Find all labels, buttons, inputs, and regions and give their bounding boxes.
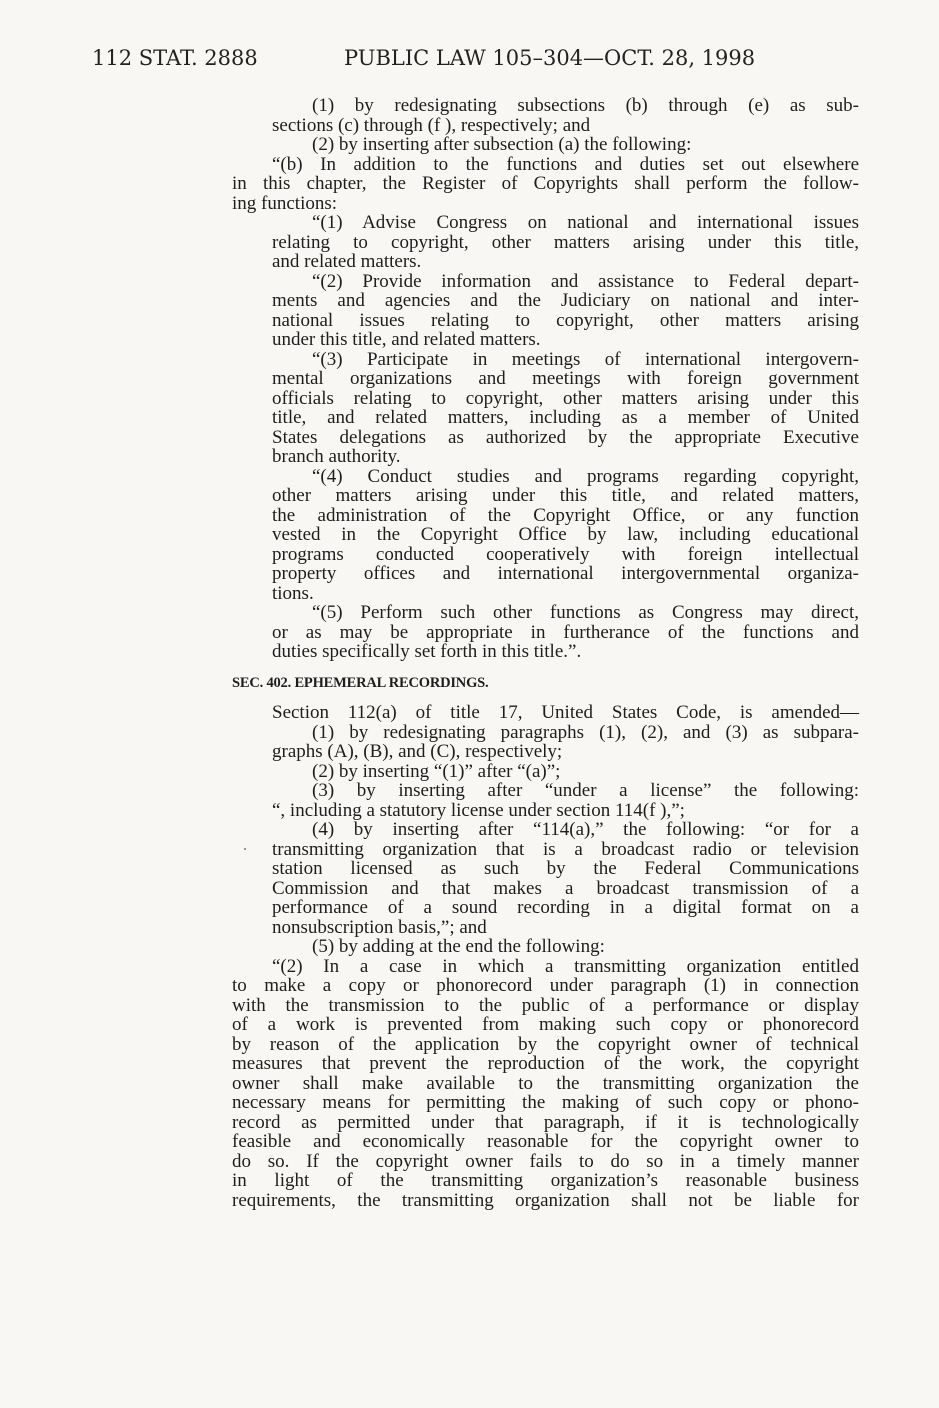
text-line: relating to copyright, other matters arising under this title, <box>272 231 859 253</box>
text-line: (2) by inserting after subsection (a) the following: <box>312 134 692 155</box>
section-heading: SEC. 402. EPHEMERAL RECORDINGS. <box>232 674 489 691</box>
text-line: or as may be appropriate in furtherance of the functions and <box>272 621 859 643</box>
text-line: “(b) In addition to the functions and duties set out elsewhere <box>272 153 859 175</box>
text-line: under this title, and related matters. <box>272 329 541 350</box>
text-line: transmitting organization that is a broadcast radio or television <box>272 838 859 860</box>
text-line: requirements, the transmitting organization shall not be liable for <box>232 1189 859 1211</box>
text-line: States delegations as authorized by the appropriate Executive <box>272 426 859 448</box>
text-line: and related matters. <box>272 251 422 272</box>
text-line: (5) by adding at the end the following: <box>312 936 605 957</box>
text-line: “(2) In a case in which a transmitting organization entitled <box>272 955 859 977</box>
text-line: (1) by redesignating subsections (b) through (e) as sub- <box>312 95 859 116</box>
text-line: national issues relating to copyright, other matters arising <box>272 309 859 331</box>
text-line: vested in the Copyright Office by law, including educational <box>272 524 859 545</box>
text-line: necessary means for permitting the making of such copy or phono- <box>232 1092 859 1113</box>
text-line: in this chapter, the Register of Copyrights shall perform the follow- <box>232 173 859 194</box>
text-line: branch authority. <box>272 446 401 467</box>
text-line: title, and related matters, including as a member of United <box>272 407 859 428</box>
text-line: ing functions: <box>232 192 338 214</box>
text-line: “, including a statutory license under section 114(f ),”; <box>272 799 685 821</box>
text-line: “(4) Conduct studies and programs regarding copyright, <box>312 465 859 487</box>
text-line: of a work is prevented from making such copy or phonorecord <box>232 1014 859 1035</box>
text-line: programs conducted cooperatively with foreign intellectual <box>272 543 859 565</box>
text-line: in light of the transmitting organization’s reasonable business <box>232 1170 859 1191</box>
text-line: do so. If the copyright owner fails to do so in a timely manner <box>232 1150 859 1172</box>
page-reference: 112 STAT. 2888 <box>92 46 258 70</box>
text-line: measures that prevent the reproduction of the work, the copyright <box>232 1053 859 1074</box>
text-line: graphs (A), (B), and (C), respectively; <box>272 741 563 762</box>
running-title: PUBLIC LAW 105–304—OCT. 28, 1998 <box>344 46 756 70</box>
text-line: “(1) Advise Congress on national and international issues <box>312 212 859 233</box>
text-line: sections (c) through (f ), respectively; and <box>272 114 591 136</box>
text-line: property offices and international intergovernmental organiza- <box>272 563 859 584</box>
text-line: owner shall make available to the transmitting organization the <box>232 1072 859 1094</box>
text-line: nonsubscription basis,”; and <box>272 916 487 938</box>
document-body <box>232 96 859 1210</box>
text-line: Section 112(a) of title 17, United States Code, is amended— <box>272 702 859 723</box>
text-line: mental organizations and meetings with foreign government <box>272 368 859 389</box>
text-line: station licensed as such by the Federal Communications <box>272 858 859 879</box>
text-line: duties specifically set forth in this title.”. <box>272 641 582 662</box>
scan-speck <box>244 848 246 850</box>
text-line: ments and agencies and the Judiciary on national and inter- <box>272 290 859 311</box>
text-line: (4) by inserting after “114(a),” the following: “or for a <box>312 819 859 840</box>
text-line: “(5) Perform such other functions as Congress may direct, <box>312 602 859 623</box>
text-line: with the transmission to the public of a performance or display <box>232 994 859 1016</box>
text-line: (2) by inserting “(1)” after “(a)”; <box>312 760 561 782</box>
page-header <box>92 46 862 76</box>
text-line: “(3) Participate in meetings of international intergovern- <box>312 348 859 370</box>
text-line: tions. <box>272 582 314 604</box>
text-line: other matters arising under this title, and related matters, <box>272 485 859 506</box>
text-line: officials relating to copyright, other matters arising under this <box>272 387 859 409</box>
text-line: “(2) Provide information and assistance to Federal depart- <box>312 270 859 292</box>
text-line: feasible and economically reasonable for the copyright owner to <box>232 1131 859 1152</box>
text-line: (3) by inserting after “under a license” the following: <box>312 780 859 801</box>
text-line: by reason of the application by the copyright owner of technical <box>232 1033 859 1055</box>
text-line: to make a copy or phonorecord under paragraph (1) in connection <box>232 975 859 996</box>
text-line: (1) by redesignating paragraphs (1), (2), and (3) as subpara- <box>312 721 859 743</box>
text-line: Commission and that makes a broadcast transmission of a <box>272 877 859 899</box>
text-line: the administration of the Copyright Office, or any function <box>272 504 859 526</box>
text-line: record as permitted under that paragraph, if it is technologically <box>232 1111 859 1133</box>
text-line: performance of a sound recording in a digital format on a <box>272 897 859 918</box>
